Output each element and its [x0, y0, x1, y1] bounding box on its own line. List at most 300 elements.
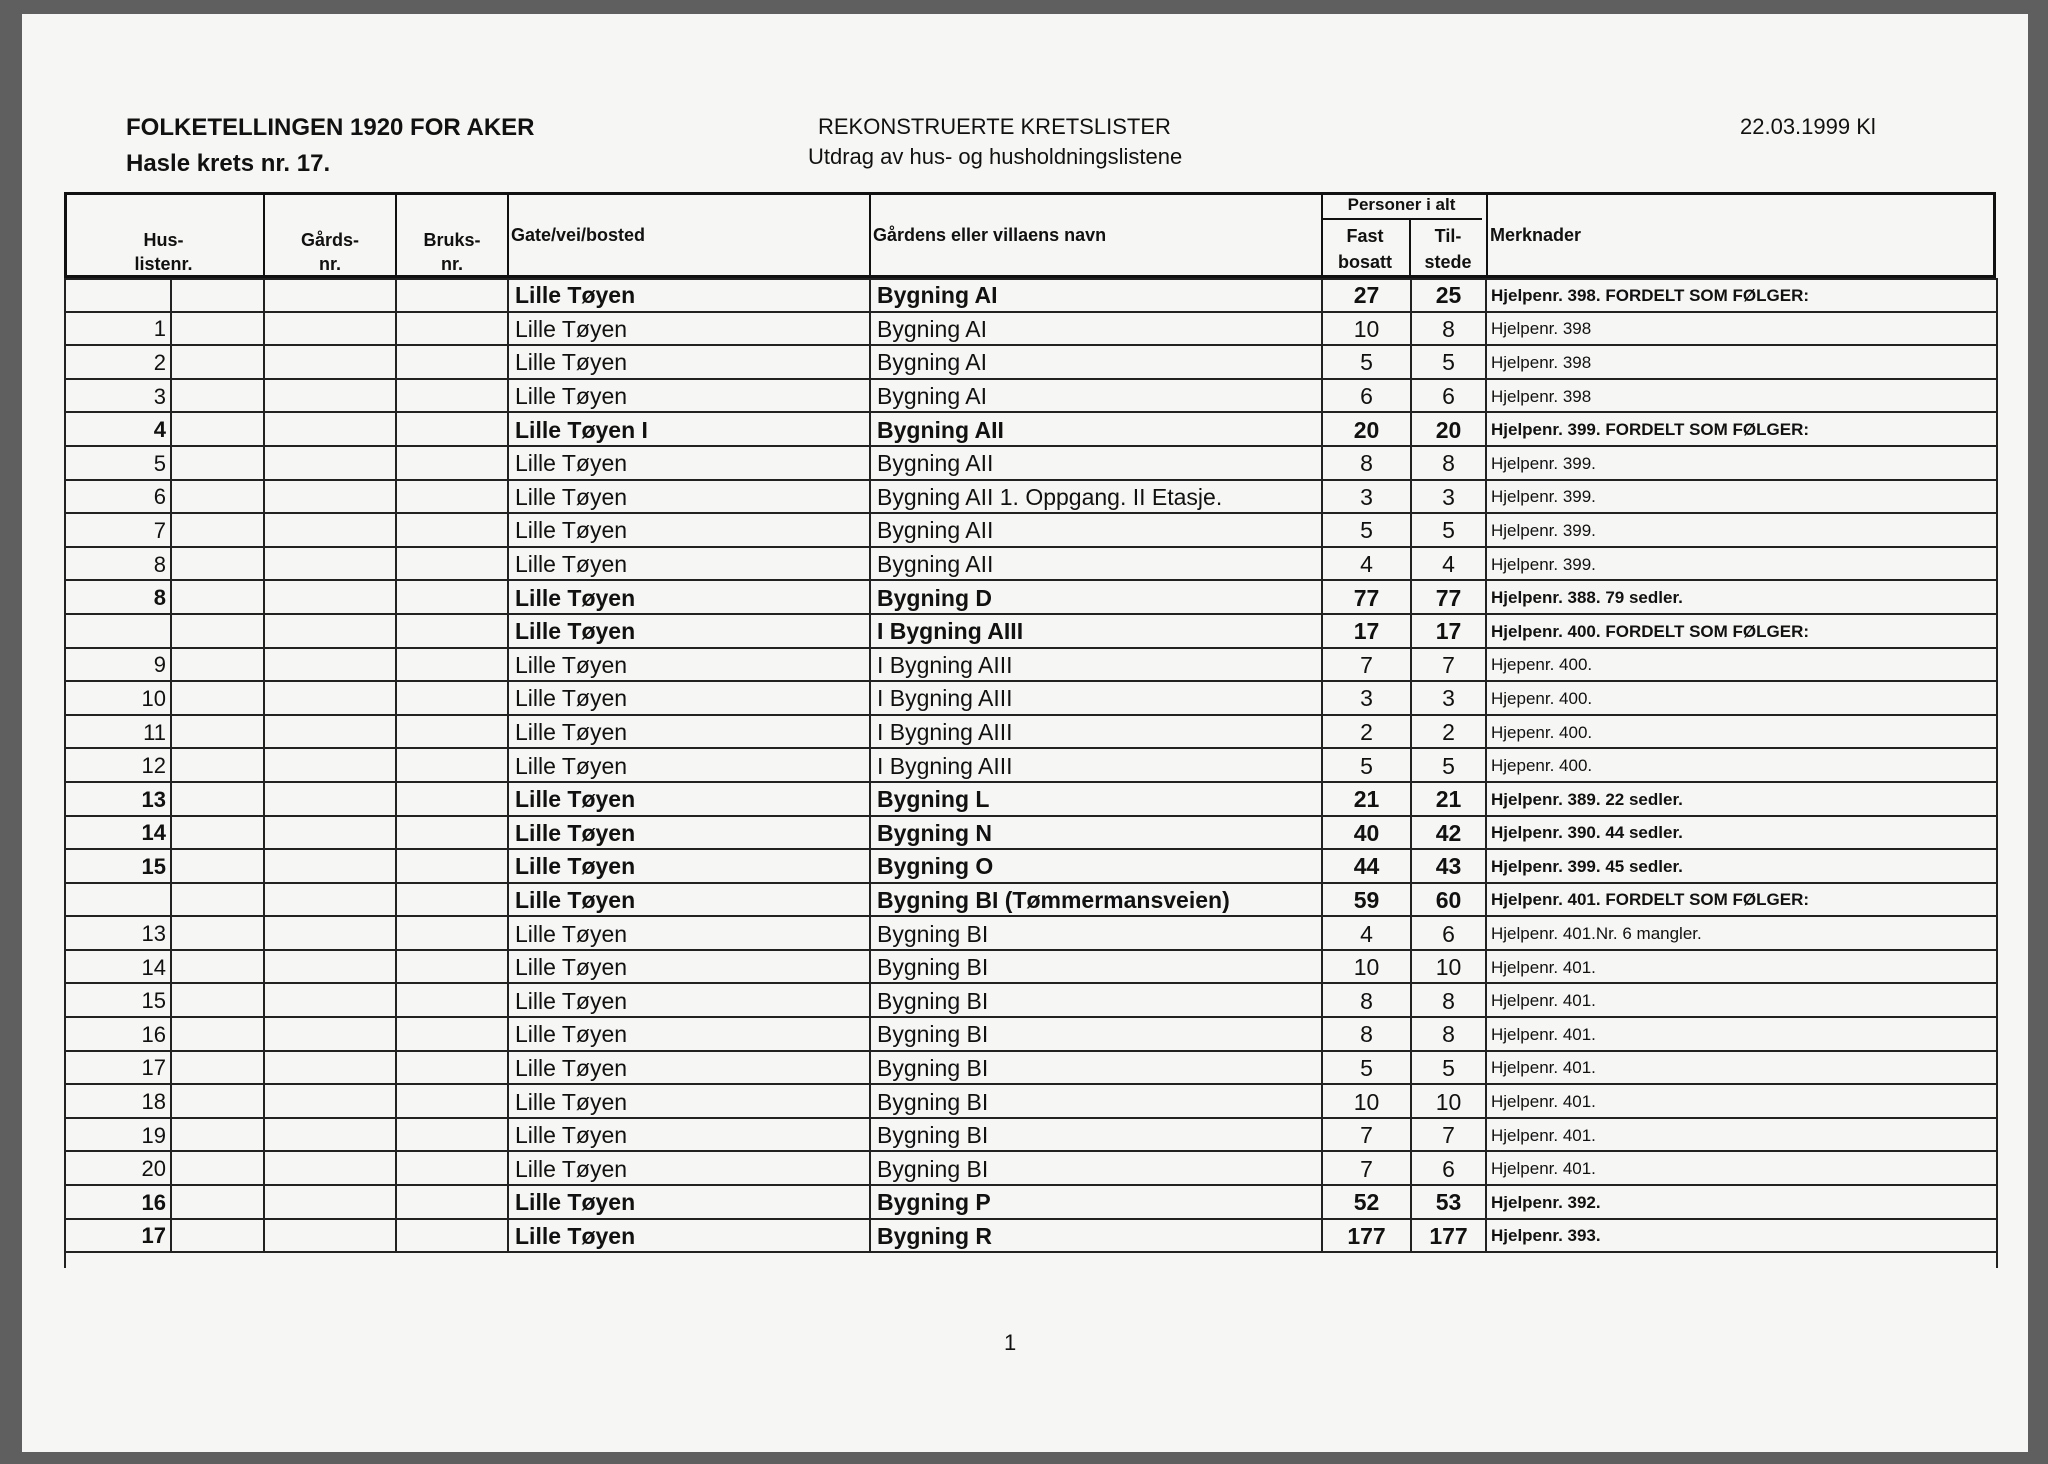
table-row [64, 615, 1998, 649]
cell-gate: Lille Tøyen [507, 783, 869, 817]
cell-navn: Bygning BI [869, 1085, 1321, 1119]
cell-spacer [395, 817, 507, 851]
table-header [64, 192, 1996, 278]
cell-spacer [395, 1052, 507, 1086]
cell-gate: Lille Tøyen [507, 749, 869, 783]
cell-fast-bosatt: 77 [1321, 581, 1410, 615]
cell-merknader: Hjelpenr. 398. FORDELT SOM FØLGER: [1485, 279, 1998, 313]
cell-bruks-nr [263, 1119, 395, 1153]
cell-gate: Lille Tøyen [507, 951, 869, 985]
cell-navn: I Bygning AIII [869, 615, 1321, 649]
cell-fast-bosatt: 5 [1321, 749, 1410, 783]
list-type-heading: REKONSTRUERTE KRETSLISTER [818, 114, 1171, 139]
cell-tilstede: 177 [1410, 1220, 1485, 1254]
cell-navn: I Bygning AIII [869, 749, 1321, 783]
cell-navn: Bygning AII [869, 514, 1321, 548]
cell-fast-bosatt: 21 [1321, 783, 1410, 817]
cell-merknader: Hjelpenr. 389. 22 sedler. [1485, 783, 1998, 817]
cell-bruks-nr [263, 1220, 395, 1254]
cell-tilstede: 60 [1410, 884, 1485, 918]
cell-navn: Bygning AI [869, 346, 1321, 380]
cell-husliste-nr: 8 [64, 581, 170, 615]
cell-merknader: Hjepenr. 400. [1485, 649, 1998, 683]
cell-bruks-nr [263, 749, 395, 783]
cell-gards-nr [170, 984, 263, 1018]
cell-fast-bosatt: 10 [1321, 313, 1410, 347]
cell-fast-bosatt: 27 [1321, 279, 1410, 313]
cell-navn: Bygning L [869, 783, 1321, 817]
cell-merknader: Hjelpenr. 400. FORDELT SOM FØLGER: [1485, 615, 1998, 649]
cell-fast-bosatt: 7 [1321, 1119, 1410, 1153]
cell-bruks-nr [263, 817, 395, 851]
cell-tilstede: 5 [1410, 514, 1485, 548]
cell-husliste-nr: 12 [64, 749, 170, 783]
table-row [64, 514, 1998, 548]
cell-bruks-nr [263, 917, 395, 951]
cell-gate: Lille Tøyen [507, 1152, 869, 1186]
column-header-personer-group [1321, 192, 1482, 278]
column-header-til [1409, 220, 1485, 278]
cell-gards-nr [170, 682, 263, 716]
cell-gate: Lille Tøyen [507, 917, 869, 951]
table-row [64, 917, 1998, 951]
cell-spacer [395, 951, 507, 985]
cell-bruks-nr [263, 884, 395, 918]
cell-gate: Lille Tøyen [507, 581, 869, 615]
cell-fast-bosatt: 52 [1321, 1186, 1410, 1220]
cell-husliste-nr: 10 [64, 682, 170, 716]
cell-tilstede: 8 [1410, 313, 1485, 347]
cell-tilstede: 25 [1410, 279, 1485, 313]
cell-navn: Bygning AII [869, 548, 1321, 582]
cell-gate: Lille Tøyen [507, 1220, 869, 1254]
cell-navn: Bygning N [869, 817, 1321, 851]
cell-bruks-nr [263, 984, 395, 1018]
cell-husliste-nr: 1 [64, 313, 170, 347]
cell-gate: Lille Tøyen [507, 716, 869, 750]
cell-gards-nr [170, 548, 263, 582]
cell-gards-nr [170, 817, 263, 851]
cell-husliste-nr: 18 [64, 1085, 170, 1119]
cell-tilstede: 5 [1410, 749, 1485, 783]
cell-spacer [395, 917, 507, 951]
cell-fast-bosatt: 6 [1321, 380, 1410, 414]
cell-gards-nr [170, 1152, 263, 1186]
cell-gate: Lille Tøyen [507, 447, 869, 481]
cell-spacer [395, 313, 507, 347]
cell-gate: Lille Tøyen [507, 548, 869, 582]
cell-gards-nr [170, 884, 263, 918]
cell-merknader: Hjelpenr. 398 [1485, 313, 1998, 347]
cell-husliste-nr: 20 [64, 1152, 170, 1186]
cell-fast-bosatt: 7 [1321, 1152, 1410, 1186]
cell-husliste-nr: 5 [64, 447, 170, 481]
column-header-hus-line1: Hus- [143, 230, 184, 250]
cell-bruks-nr [263, 346, 395, 380]
cell-gate: Lille Tøyen [507, 514, 869, 548]
cell-tilstede: 43 [1410, 850, 1485, 884]
table-row [64, 1052, 1998, 1086]
cell-merknader: Hjelpenr. 401. FORDELT SOM FØLGER: [1485, 884, 1998, 918]
cell-spacer [395, 1085, 507, 1119]
table-row [64, 581, 1998, 615]
cell-tilstede: 6 [1410, 917, 1485, 951]
cell-spacer [395, 749, 507, 783]
cell-bruks-nr [263, 850, 395, 884]
cell-tilstede: 53 [1410, 1186, 1485, 1220]
cell-gate: Lille Tøyen [507, 817, 869, 851]
cell-fast-bosatt: 2 [1321, 716, 1410, 750]
column-header-hus-line2: listenr. [134, 254, 193, 274]
cell-tilstede: 8 [1410, 447, 1485, 481]
cell-bruks-nr [263, 649, 395, 683]
cell-tilstede: 7 [1410, 1119, 1485, 1153]
cell-fast-bosatt: 4 [1321, 917, 1410, 951]
cell-bruks-nr [263, 548, 395, 582]
cell-tilstede: 7 [1410, 649, 1485, 683]
cell-gards-nr [170, 1186, 263, 1220]
cell-gards-nr [170, 850, 263, 884]
column-header-gards-line2: nr. [318, 254, 341, 274]
table-row [64, 783, 1998, 817]
table-row [64, 279, 1998, 313]
cell-gards-nr [170, 279, 263, 313]
cell-husliste-nr: 14 [64, 951, 170, 985]
cell-navn: Bygning R [869, 1220, 1321, 1254]
cell-gards-nr [170, 951, 263, 985]
cell-bruks-nr [263, 413, 395, 447]
cell-spacer [395, 615, 507, 649]
cell-fast-bosatt: 44 [1321, 850, 1410, 884]
cell-husliste-nr: 11 [64, 716, 170, 750]
cell-bruks-nr [263, 581, 395, 615]
table-row [64, 1119, 1998, 1153]
cell-gate: Lille Tøyen [507, 615, 869, 649]
cell-gards-nr [170, 783, 263, 817]
cell-husliste-nr [64, 615, 170, 649]
cell-husliste-nr: 6 [64, 481, 170, 515]
cell-husliste-nr: 7 [64, 514, 170, 548]
cell-fast-bosatt: 5 [1321, 1052, 1410, 1086]
column-header-gate: Gate/vei/bosted [507, 192, 869, 278]
cell-fast-bosatt: 40 [1321, 817, 1410, 851]
cell-bruks-nr [263, 313, 395, 347]
cell-gate: Lille Tøyen [507, 279, 869, 313]
cell-husliste-nr: 13 [64, 917, 170, 951]
cell-bruks-nr [263, 1052, 395, 1086]
cell-navn: Bygning AI [869, 313, 1321, 347]
cell-bruks-nr [263, 783, 395, 817]
document-subtitle-district: Hasle krets nr. 17. [126, 150, 331, 177]
cell-merknader: Hjelpenr. 388. 79 sedler. [1485, 581, 1998, 615]
cell-navn: Bygning D [869, 581, 1321, 615]
cell-spacer [395, 380, 507, 414]
cell-fast-bosatt: 8 [1321, 984, 1410, 1018]
cell-merknader: Hjelpenr. 399. [1485, 514, 1998, 548]
table-body [64, 279, 1998, 1253]
cell-bruks-nr [263, 1018, 395, 1052]
cell-spacer [395, 649, 507, 683]
table-row [64, 380, 1998, 414]
cell-gards-nr [170, 346, 263, 380]
cell-husliste-nr: 8 [64, 548, 170, 582]
cell-husliste-nr: 17 [64, 1220, 170, 1254]
cell-spacer [395, 346, 507, 380]
cell-navn: Bygning BI [869, 984, 1321, 1018]
table-row [64, 1220, 1998, 1254]
cell-husliste-nr [64, 884, 170, 918]
cell-gate: Lille Tøyen [507, 984, 869, 1018]
table-row [64, 850, 1998, 884]
cell-husliste-nr: 4 [64, 413, 170, 447]
cell-merknader: Hjelpenr. 399. FORDELT SOM FØLGER: [1485, 413, 1998, 447]
cell-tilstede: 3 [1410, 682, 1485, 716]
cell-gards-nr [170, 380, 263, 414]
cell-tilstede: 8 [1410, 1018, 1485, 1052]
cell-gate: Lille Tøyen [507, 481, 869, 515]
cell-spacer [395, 850, 507, 884]
cell-spacer [395, 279, 507, 313]
cell-fast-bosatt: 8 [1321, 447, 1410, 481]
cell-tilstede: 17 [1410, 615, 1485, 649]
cell-spacer [395, 1220, 507, 1254]
cell-bruks-nr [263, 951, 395, 985]
cell-tilstede: 77 [1410, 581, 1485, 615]
cell-spacer [395, 984, 507, 1018]
cell-tilstede: 4 [1410, 548, 1485, 582]
cell-fast-bosatt: 3 [1321, 682, 1410, 716]
cell-spacer [395, 716, 507, 750]
column-header-gards [263, 192, 395, 278]
cell-navn: Bygning AI [869, 380, 1321, 414]
cell-merknader: Hjelpenr. 401. [1485, 1018, 1998, 1052]
cell-navn: Bygning BI [869, 951, 1321, 985]
cell-bruks-nr [263, 615, 395, 649]
cell-husliste-nr: 15 [64, 984, 170, 1018]
cell-gards-nr [170, 413, 263, 447]
cell-tilstede: 6 [1410, 380, 1485, 414]
cell-merknader: Hjelpenr. 401. [1485, 1119, 1998, 1153]
table-row [64, 1186, 1998, 1220]
cell-merknader: Hjelpenr. 401. [1485, 1085, 1998, 1119]
cell-husliste-nr: 16 [64, 1018, 170, 1052]
table-row [64, 1085, 1998, 1119]
cell-gards-nr [170, 481, 263, 515]
document-page [22, 14, 2028, 1452]
table-row [64, 1152, 1998, 1186]
cell-gards-nr [170, 1220, 263, 1254]
cell-navn: Bygning BI (Tømmermansveien) [869, 884, 1321, 918]
cell-spacer [395, 581, 507, 615]
cell-merknader: Hjelpenr. 401. [1485, 984, 1998, 1018]
table-row [64, 413, 1998, 447]
table-row [64, 447, 1998, 481]
cell-navn: I Bygning AIII [869, 716, 1321, 750]
cell-bruks-nr [263, 1186, 395, 1220]
page-number: 1 [1004, 1330, 1017, 1355]
cell-spacer [395, 783, 507, 817]
cell-gate: Lille Tøyen [507, 1085, 869, 1119]
cell-spacer [395, 447, 507, 481]
cell-navn: Bygning O [869, 850, 1321, 884]
cell-gate: Lille Tøyen [507, 884, 869, 918]
cell-merknader: Hjelpenr. 393. [1485, 1220, 1998, 1254]
cell-spacer [395, 1018, 507, 1052]
cell-tilstede: 10 [1410, 1085, 1485, 1119]
cell-husliste-nr: 2 [64, 346, 170, 380]
cell-husliste-nr: 15 [64, 850, 170, 884]
cell-gards-nr [170, 313, 263, 347]
cell-merknader: Hjepenr. 400. [1485, 716, 1998, 750]
cell-tilstede: 3 [1410, 481, 1485, 515]
column-header-til-line2: stede [1424, 252, 1472, 272]
cell-navn: I Bygning AIII [869, 649, 1321, 683]
cell-navn: Bygning AII [869, 413, 1321, 447]
cell-fast-bosatt: 5 [1321, 346, 1410, 380]
column-header-gards-line1: Gårds- [300, 230, 360, 250]
cell-husliste-nr: 17 [64, 1052, 170, 1086]
cell-navn: Bygning AII 1. Oppgang. II Etasje. [869, 481, 1321, 515]
cell-gate: Lille Tøyen [507, 682, 869, 716]
cell-husliste-nr: 16 [64, 1186, 170, 1220]
cell-fast-bosatt: 7 [1321, 649, 1410, 683]
table-row [64, 884, 1998, 918]
table-row [64, 817, 1998, 851]
cell-husliste-nr [64, 279, 170, 313]
column-header-hus [64, 192, 263, 278]
table-row [64, 1018, 1998, 1052]
cell-tilstede: 6 [1410, 1152, 1485, 1186]
cell-spacer [395, 1119, 507, 1153]
cell-spacer [395, 548, 507, 582]
cell-fast-bosatt: 20 [1321, 413, 1410, 447]
cell-merknader: Hjelpenr. 401. [1485, 1152, 1998, 1186]
table-row [64, 716, 1998, 750]
list-type-subheading: Utdrag av hus- og husholdningslistene [808, 144, 1183, 169]
cell-gate: Lille Tøyen [507, 380, 869, 414]
cell-bruks-nr [263, 481, 395, 515]
cell-husliste-nr: 13 [64, 783, 170, 817]
cell-gate: Lille Tøyen [507, 850, 869, 884]
cell-tilstede: 42 [1410, 817, 1485, 851]
cell-tilstede: 20 [1410, 413, 1485, 447]
cell-merknader: Hjelpenr. 401. [1485, 1052, 1998, 1086]
cell-gate: Lille Tøyen [507, 1119, 869, 1153]
column-header-bruks-line1: Bruks- [423, 230, 481, 250]
cell-husliste-nr: 9 [64, 649, 170, 683]
cell-gate: Lille Tøyen [507, 313, 869, 347]
table-row [64, 749, 1998, 783]
cell-spacer [395, 884, 507, 918]
cell-fast-bosatt: 17 [1321, 615, 1410, 649]
cell-spacer [395, 413, 507, 447]
cell-gards-nr [170, 1085, 263, 1119]
column-header-merknader: Merknader [1486, 192, 1996, 278]
cell-spacer [395, 481, 507, 515]
cell-husliste-nr: 14 [64, 817, 170, 851]
column-header-fast-line2: bosatt [1338, 252, 1392, 272]
cell-gards-nr [170, 716, 263, 750]
cell-gards-nr [170, 514, 263, 548]
cell-fast-bosatt: 10 [1321, 951, 1410, 985]
column-header-bruks-line2: nr. [440, 254, 463, 274]
cell-bruks-nr [263, 447, 395, 481]
column-header-til-line1: Til- [1434, 226, 1462, 246]
column-header-navn: Gårdens eller villaens navn [869, 192, 1321, 278]
cell-bruks-nr [263, 716, 395, 750]
column-header-fast [1321, 220, 1409, 278]
table-row [64, 649, 1998, 683]
cell-bruks-nr [263, 279, 395, 313]
cell-bruks-nr [263, 380, 395, 414]
table-row [64, 984, 1998, 1018]
cell-merknader: Hjelpenr. 392. [1485, 1186, 1998, 1220]
cell-navn: I Bygning AIII [869, 682, 1321, 716]
cell-gards-nr [170, 917, 263, 951]
cell-gards-nr [170, 1052, 263, 1086]
cell-gards-nr [170, 749, 263, 783]
table-row [64, 682, 1998, 716]
cell-gards-nr [170, 447, 263, 481]
cell-fast-bosatt: 5 [1321, 514, 1410, 548]
cell-gards-nr [170, 581, 263, 615]
cell-merknader: Hjepenr. 400. [1485, 682, 1998, 716]
cell-gate: Lille Tøyen I [507, 413, 869, 447]
cell-navn: Bygning AI [869, 279, 1321, 313]
cell-navn: Bygning BI [869, 1018, 1321, 1052]
cell-tilstede: 8 [1410, 984, 1485, 1018]
cell-tilstede: 2 [1410, 716, 1485, 750]
cell-fast-bosatt: 177 [1321, 1220, 1410, 1254]
table-row [64, 951, 1998, 985]
cell-tilstede: 5 [1410, 346, 1485, 380]
cell-navn: Bygning BI [869, 1052, 1321, 1086]
cell-merknader: Hjelpenr. 398 [1485, 380, 1998, 414]
cell-merknader: Hjelpenr. 390. 44 sedler. [1485, 817, 1998, 851]
cell-fast-bosatt: 4 [1321, 548, 1410, 582]
cell-spacer [395, 1186, 507, 1220]
cell-navn: Bygning AII [869, 447, 1321, 481]
cell-bruks-nr [263, 1152, 395, 1186]
cell-fast-bosatt: 59 [1321, 884, 1410, 918]
cell-bruks-nr [263, 1085, 395, 1119]
table-row [64, 481, 1998, 515]
cell-navn: Bygning P [869, 1186, 1321, 1220]
cell-tilstede: 5 [1410, 1052, 1485, 1086]
cell-merknader: Hjelpenr. 399. [1485, 481, 1998, 515]
cell-merknader: Hjelpenr. 398 [1485, 346, 1998, 380]
cell-husliste-nr: 19 [64, 1119, 170, 1153]
cell-spacer [395, 514, 507, 548]
cell-bruks-nr [263, 682, 395, 716]
cell-gate: Lille Tøyen [507, 1018, 869, 1052]
cell-gards-nr [170, 649, 263, 683]
cell-merknader: Hjelpenr. 401. [1485, 951, 1998, 985]
cell-gate: Lille Tøyen [507, 346, 869, 380]
cell-fast-bosatt: 3 [1321, 481, 1410, 515]
cell-merknader: Hjepenr. 400. [1485, 749, 1998, 783]
cell-navn: Bygning BI [869, 917, 1321, 951]
cell-husliste-nr: 3 [64, 380, 170, 414]
cell-tilstede: 10 [1410, 951, 1485, 985]
table-row [64, 313, 1998, 347]
cell-merknader: Hjelpenr. 399. 45 sedler. [1485, 850, 1998, 884]
cell-navn: Bygning BI [869, 1152, 1321, 1186]
cell-merknader: Hjelpenr. 399. [1485, 447, 1998, 481]
cell-bruks-nr [263, 514, 395, 548]
cell-gate: Lille Tøyen [507, 649, 869, 683]
column-header-fast-line1: Fast [1346, 226, 1384, 246]
